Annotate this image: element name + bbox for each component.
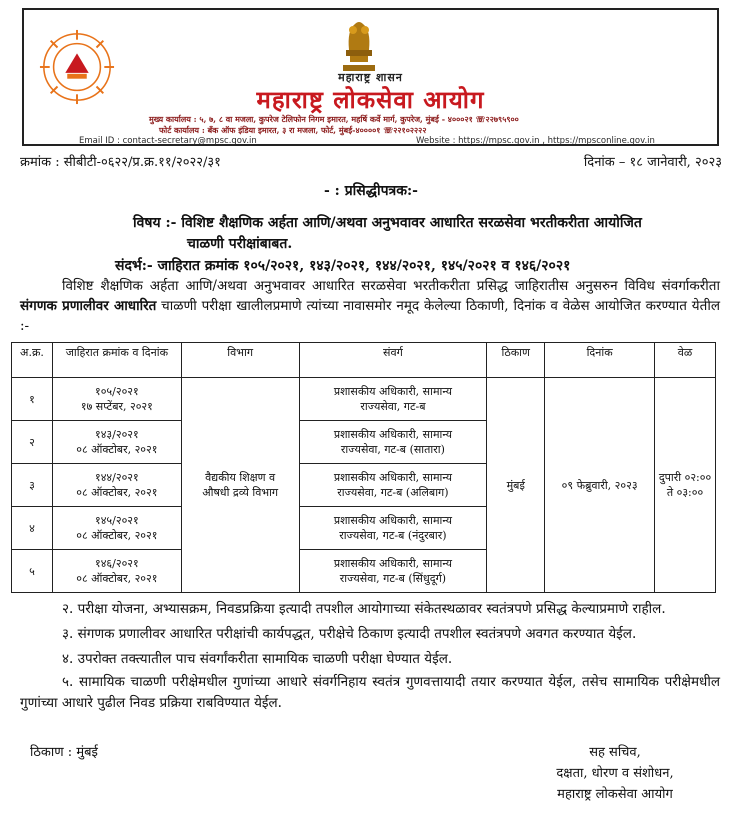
ad-date: ०८ ऑक्टोबर, २०२१: [76, 486, 158, 499]
header-advertisement: जाहिरात क्रमांक व दिनांक: [52, 343, 181, 378]
intro-paragraph: [20, 276, 720, 336]
table-row: [12, 378, 716, 421]
signature-organization: महाराष्ट्र लोकसेवा आयोग: [557, 787, 673, 802]
intro-text-end: चाळणी परीक्षा खालीलप्रमाणे त्यांच्या नावासमोर नमूद केलेल्या ठिकाणी, दिनांक व वेळेस आयोजित करण्यात येतील :-: [20, 298, 720, 334]
cell-advertisement: [52, 464, 181, 507]
cell-cadre: [299, 464, 487, 507]
main-office-address: मुख्य कार्यालय : ५, ७, ८ वा मजला, कुपरेज टेलिफोन निगम इमारत, महर्षि कर्वे मार्ग, कुपरेज, मुंबई - ४०००२१ ☏२२७९५९००: [149, 114, 519, 124]
cadre-line-2: राज्यसेवा, गट-ब (सातारा): [340, 443, 445, 456]
header-time: वेळ: [655, 343, 716, 378]
notice-title: - : प्रसिद्धीपत्रक:-: [323, 183, 418, 199]
point-2: २. परीक्षा योजना, अभ्यासक्रम, निवडप्रक्रिया इत्यादी तपशील आयोगाच्या संकेतस्थळावर स्वतंत्रपणे प्रसिद्ध केल्याप्रमाणे राहील.: [62, 601, 666, 617]
letterhead: [22, 8, 719, 146]
ad-number: १४५/२०२१: [94, 514, 139, 527]
cadre-line-1: प्रशासकीय अधिकारी, सामान्य: [333, 514, 453, 527]
cell-advertisement: [52, 550, 181, 593]
point-3: ३. संगणक प्रणालीवर आधारित परीक्षांची कार्यपद्धत, परीक्षेचे ठिकाण इत्यादी तपशील स्वतंत्रपणे अवगत करण्यात येईल.: [62, 626, 637, 642]
signature-title: सह सचिव,: [589, 745, 641, 760]
cadre-line-1: प्रशासकीय अधिकारी, सामान्य: [333, 471, 453, 484]
reference-number: क्रमांक : सीबीटी-०६२२/प्र.क्र.११/२०२२/३१: [20, 155, 221, 170]
subject-line-1: विषय :- विशिष्ट शैक्षणिक अर्हता आणि/अथवा अनुभवावर आधारित सरळसेवा भरतीकरीता आयोजित: [133, 215, 642, 231]
commission-name: महाराष्ट्र लोकसेवा आयोग: [256, 86, 485, 114]
government-name: महाराष्ट्र शासन: [338, 71, 403, 84]
header-cadre: संवर्ग: [299, 343, 487, 378]
cell-advertisement: [52, 421, 181, 464]
ad-number: १४३/२०२१: [94, 428, 139, 441]
department-line-1: वैद्यकीय शिक्षण व: [205, 471, 276, 484]
cadre-line-2: राज्यसेवा, गट-ब (अलिबाग): [337, 486, 449, 499]
cell-location: मुंबई: [487, 378, 545, 593]
time-line-2: ते ०३:००: [666, 486, 704, 499]
cadre-line-2: राज्यसेवा, गट-ब (नंदुरबार): [339, 529, 447, 542]
point-5: ५. सामायिक चाळणी परीक्षेमधील गुणांच्या आधारे संवर्गनिहाय स्वतंत्र गुणवत्तायादी तयार करण्यात येईल, तसेच सामायिक परीक्षेमधील गुणांच्या आधारे पुढील निवड प्रक्रिया राबविण्यात येईल.: [20, 674, 720, 711]
header-serial: अ.क्र.: [12, 343, 53, 378]
department-line-2: औषधी द्रव्ये विभाग: [202, 486, 279, 499]
ad-date: ०८ ऑक्टोबर, २०२१: [76, 443, 158, 456]
table-header-row: [12, 343, 716, 378]
intro-bold-text: संगणक प्रणालीवर आधारित: [20, 298, 157, 314]
cell-cadre: [299, 378, 487, 421]
notice-date: दिनांक – १८ जानेवारी, २०२३: [583, 155, 722, 170]
cell-serial: १: [12, 378, 53, 421]
cell-cadre: [299, 421, 487, 464]
cadre-line-1: प्रशासकीय अधिकारी, सामान्य: [333, 428, 453, 441]
cell-serial: ३: [12, 464, 53, 507]
signature-division: दक्षता, धोरण व संशोधन,: [556, 766, 674, 781]
header-location: ठिकाण: [487, 343, 545, 378]
ad-number: १४६/२०२१: [94, 557, 139, 570]
point-4: ४. उपरोक्त तक्त्यातील पाच संवर्गांकरीता सामायिक चाळणी परीक्षा घेण्यात येईल.: [62, 651, 453, 667]
cadre-line-1: प्रशासकीय अधिकारी, सामान्य: [333, 557, 453, 570]
cell-serial: ४: [12, 507, 53, 550]
cell-department: [181, 378, 299, 593]
cell-advertisement: [52, 507, 181, 550]
header-date: दिनांक: [545, 343, 655, 378]
header-department: विभाग: [181, 343, 299, 378]
signature-block: [515, 742, 715, 805]
cadre-line-2: राज्यसेवा, गट-ब: [360, 400, 426, 413]
cell-time: [655, 378, 716, 593]
cell-serial: ५: [12, 550, 53, 593]
state-emblem-icon: [337, 16, 381, 74]
website-links: Website : https://mpsc.gov.in , https://mpsconline.gov.in: [416, 136, 655, 146]
cell-serial: २: [12, 421, 53, 464]
ad-number: १४४/२०२१: [94, 471, 139, 484]
cell-cadre: [299, 507, 487, 550]
reference-line: संदर्भ:- जाहिरात क्रमांक १०५/२०२१, १४३/२०२१, १४४/२०२१, १४५/२०२१ व १४६/२०२१: [115, 258, 571, 274]
exam-schedule-table: [11, 342, 716, 593]
place-line: ठिकाण : मुंबई: [30, 745, 98, 760]
subject-line-2: चाळणी परीक्षांबाबत.: [187, 236, 293, 252]
ad-number: १०५/२०२१: [94, 385, 139, 398]
email-id: Email ID : contact-secretary@mpsc.gov.in: [79, 136, 257, 146]
cadre-line-1: प्रशासकीय अधिकारी, सामान्य: [333, 385, 453, 398]
cadre-line-2: राज्यसेवा, गट-ब (सिंधुदूर्ग): [339, 572, 447, 585]
intro-text-start: विशिष्ट शैक्षणिक अर्हता आणि/अथवा अनुभवावर आधारित सरळसेवा भरतीकरीता प्रसिद्ध जाहिरातीस अनुसरुन विविध संवर्गाकरीता: [62, 278, 720, 294]
ad-date: १७ सप्टेंबर, २०२१: [80, 400, 153, 413]
cell-advertisement: [52, 378, 181, 421]
ad-date: ०८ ऑक्टोबर, २०२१: [76, 529, 158, 542]
ad-date: ०८ ऑक्टोबर, २०२१: [76, 572, 158, 585]
time-line-1: दुपारी ०२:००: [658, 471, 712, 484]
cell-cadre: [299, 550, 487, 593]
fort-office-address: फोर्ट कार्यालय : बँक ऑफ इंडिया इमारत, ३ रा मजला, फोर्ट, मुंबई-४००००१ ☏२२१०२२२२: [159, 125, 427, 135]
cell-exam-date: ०९ फेब्रुवारी, २०२३: [545, 378, 655, 593]
